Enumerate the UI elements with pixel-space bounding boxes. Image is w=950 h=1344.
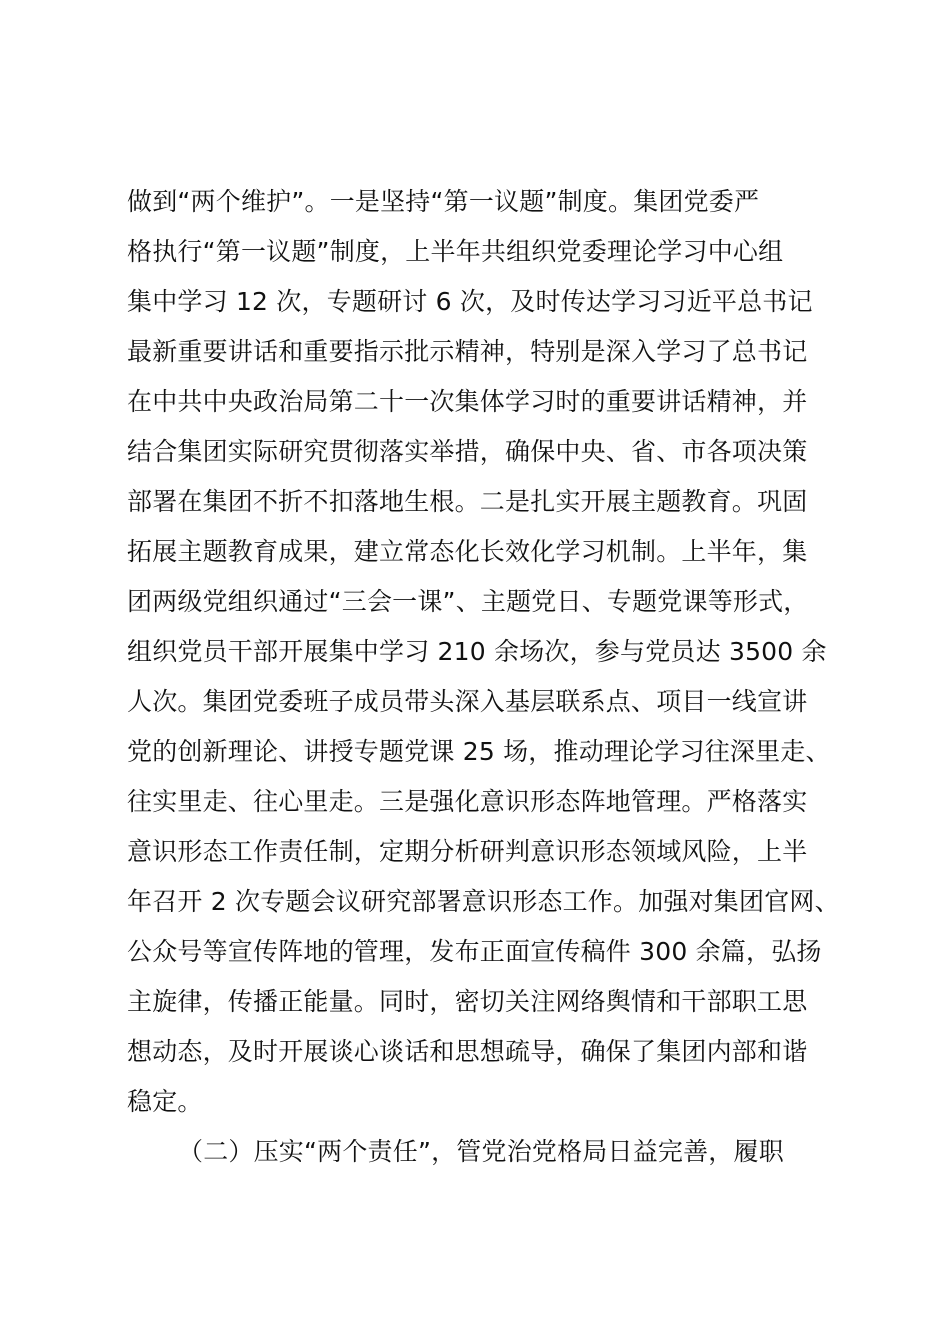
section-heading: （二）压实“两个责任”，管党治党格局日益完善，履职 [178, 1137, 784, 1166]
body-text-line: 团两级党组织通过“三会一课”、主题党日、专题党课等形式， [127, 587, 809, 616]
body-text-line: 党的创新理论、讲授专题党课 25 场，推动理论学习往深里走、 [127, 737, 831, 766]
body-text-line: 想动态，及时开展谈心谈话和思想疏导，确保了集团内部和谐 [127, 1037, 808, 1066]
body-text-line: 在中共中央政治局第二十一次集体学习时的重要讲话精神，并 [127, 387, 808, 416]
body-text-line: 集中学习 12 次，专题研讨 6 次，及时传达学习习近平总书记 [127, 287, 813, 316]
body-text-line: 往实里走、往心里走。三是强化意识形态阵地管理。严格落实 [127, 787, 808, 816]
body-text-line: 格执行“第一议题”制度，上半年共组织党委理论学习中心组 [127, 237, 784, 266]
body-text-line: 做到“两个维护”。一是坚持“第一议题”制度。集团党委严 [127, 187, 760, 216]
body-text-line: 结合集团实际研究贯彻落实举措，确保中央、省、市各项决策 [127, 437, 808, 466]
body-text-line: 意识形态工作责任制，定期分析研判意识形态领域风险，上半 [127, 837, 808, 866]
body-text-line: 组织党员干部开展集中学习 210 余场次，参与党员达 3500 余 [127, 637, 827, 666]
body-text-line: 公众号等宣传阵地的管理，发布正面宣传稿件 300 余篇，弘扬 [127, 937, 822, 966]
body-text-line: 最新重要讲话和重要指示批示精神，特别是深入学习了总书记 [127, 337, 808, 366]
body-text-line: 人次。集团党委班子成员带头深入基层联系点、项目一线宣讲 [127, 687, 808, 716]
body-text-line: 拓展主题教育成果，建立常态化长效化学习机制。上半年，集 [127, 537, 808, 566]
body-text-line: 部署在集团不折不扣落地生根。二是扎实开展主题教育。巩固 [127, 487, 808, 516]
body-text-line: 年召开 2 次专题会议研究部署意识形态工作。加强对集团官网、 [127, 887, 840, 916]
body-text-line: 稳定。 [127, 1087, 203, 1116]
body-text-line: 主旋律，传播正能量。同时，密切关注网络舆情和干部职工思 [127, 987, 808, 1016]
